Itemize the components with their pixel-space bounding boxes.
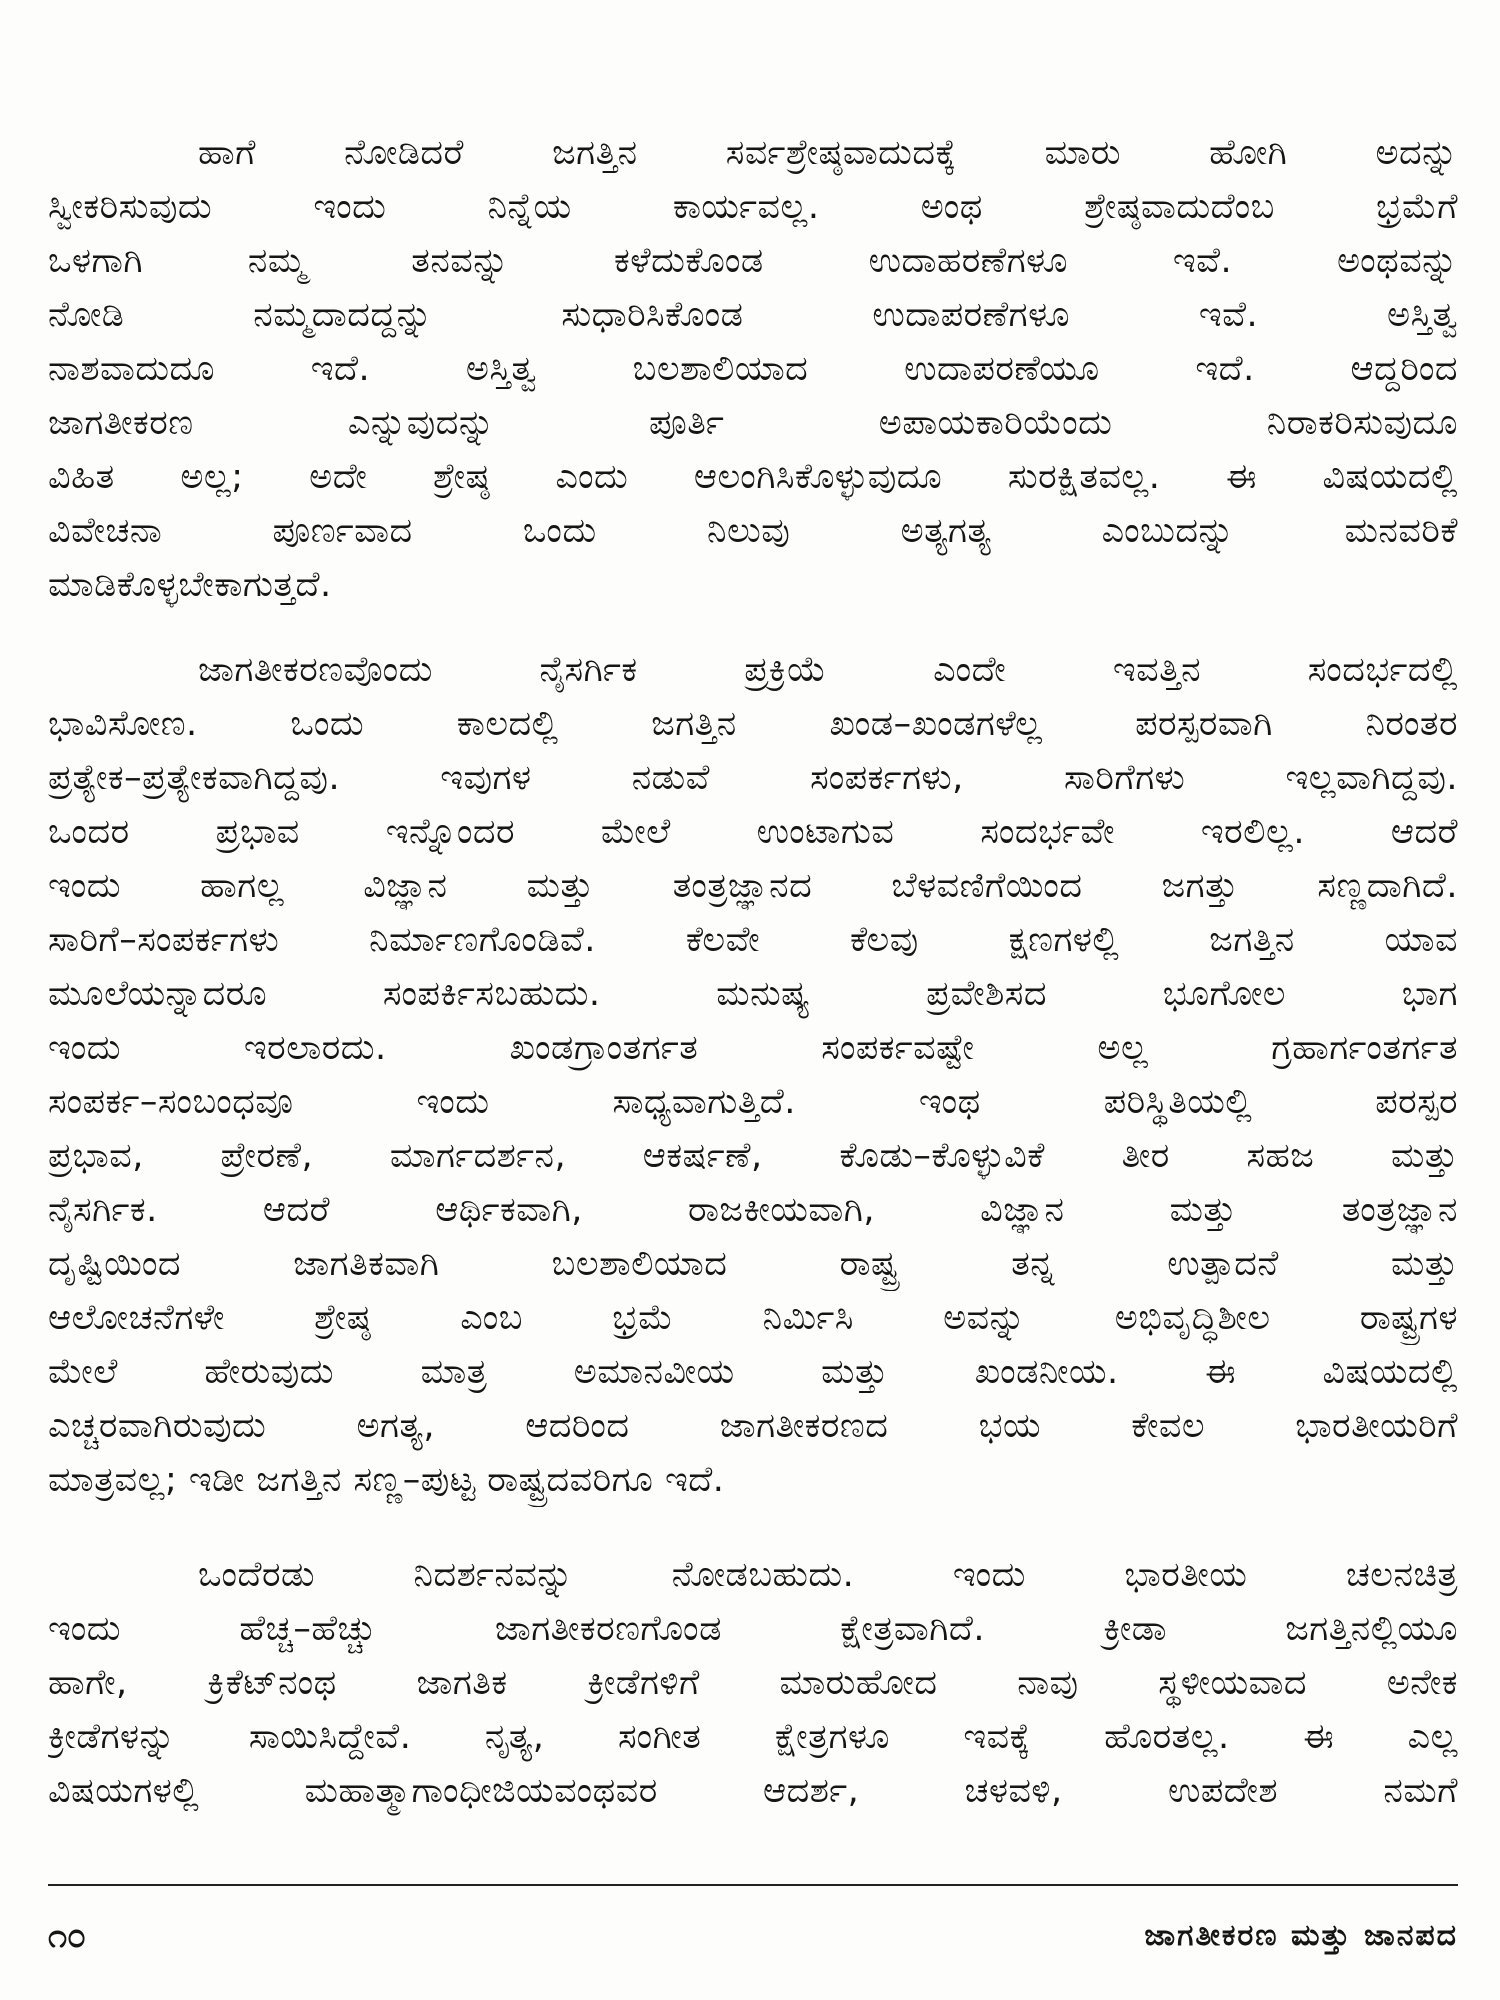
text-line: ಮಾಡಿಕೊಳ್ಳಬೇಕಾಗುತ್ತದೆ.: [48, 565, 332, 605]
text-line: ಇಂದು ಹಾಗಲ್ಲ ವಿಜ್ಞಾನ ಮತ್ತು ತಂತ್ರಜ್ಞಾನದ ಬೆಳವಣಿಗೆಯಿಂದ ಜಗತ್ತು ಸಣ್ಣದಾಗಿದೆ.: [48, 866, 1458, 906]
text-line: ಸ್ವೀಕರಿಸುವುದು ಇಂದು ನಿನ್ನೆಯ ಕಾರ್ಯವಲ್ಲ. ಅಂಥ ಶ್ರೇಷ್ಠವಾದುದೆಂಬ ಭ್ರಮೆಗೆ: [48, 187, 1458, 227]
text-line: ಭಾವಿಸೋಣ. ಒಂದು ಕಾಲದಲ್ಲಿ ಜಗತ್ತಿನ ಖಂಡ–ಖಂಡಗಳೆಲ್ಲ ಪರಸ್ಪರವಾಗಿ ನಿರಂತರ: [48, 704, 1458, 744]
footer-rule: [48, 1884, 1458, 1886]
running-title: ಜಾಗತೀಕರಣ ಮತ್ತು ಜಾನಪದ: [1144, 1918, 1458, 1953]
text-line: ಜಾಗತೀಕರಣವೊಂದು ನೈಸರ್ಗಿಕ ಪ್ರಕ್ರಿಯೆ ಎಂದೇ ಇವತ್ತಿನ ಸಂದರ್ಭದಲ್ಲಿ: [198, 650, 1458, 690]
text-line: ಎಚ್ಚರವಾಗಿರುವುದು ಅಗತ್ಯ, ಆದರಿಂದ ಜಾಗತೀಕರಣದ ಭಯ ಕೇವಲ ಭಾರತೀಯರಿಗೆ: [48, 1406, 1458, 1446]
paragraph-3: [48, 1548, 1458, 1818]
text-line: ಜಾಗತೀಕರಣ ಎನ್ನುವುದನ್ನು ಪೂರ್ತಿ ಅಪಾಯಕಾರಿಯೆಂದು ನಿರಾಕರಿಸುವುದೂ: [48, 403, 1458, 443]
text-line: ಪ್ರಭಾವ, ಪ್ರೇರಣೆ, ಮಾರ್ಗದರ್ಶನ, ಆಕರ್ಷಣೆ, ಕೊಡು–ಕೊಳ್ಳುವಿಕೆ ತೀರ ಸಹಜ ಮತ್ತು: [48, 1136, 1458, 1176]
text-line: ವಿವೇಚನಾ ಪೂರ್ಣವಾದ ಒಂದು ನಿಲುವು ಅತ್ಯಗತ್ಯ ಎಂಬುದನ್ನು ಮನವರಿಕೆ: [48, 511, 1458, 551]
text-line: ನಾಶವಾದುದೂ ಇದೆ. ಅಸ್ತಿತ್ವ ಬಲಶಾಲಿಯಾದ ಉದಾಪರಣೆಯೂ ಇದೆ. ಆದ್ದರಿಂದ: [48, 349, 1458, 389]
text-line: ಒಂದರ ಪ್ರಭಾವ ಇನ್ನೊಂದರ ಮೇಲೆ ಉಂಟಾಗುವ ಸಂದರ್ಭವೇ ಇರಲಿಲ್ಲ. ಆದರೆ: [48, 812, 1458, 852]
text-line: ಹಾಗೆ ನೋಡಿದರೆ ಜಗತ್ತಿನ ಸರ್ವಶ್ರೇಷ್ಠವಾದುದಕ್ಕೆ ಮಾರು ಹೋಗಿ ಅದನ್ನು: [198, 133, 1458, 173]
text-line: ಆಲೋಚನೆಗಳೇ ಶ್ರೇಷ್ಠ ಎಂಬ ಭ್ರಮೆ ನಿರ್ಮಿಸಿ ಅವನ್ನು ಅಭಿವೃದ್ಧಿಶೀಲ ರಾಷ್ಟ್ರಗಳ: [48, 1298, 1458, 1338]
text-line: ನೋಡಿ ನಮ್ಮದಾದದ್ದನ್ನು ಸುಧಾರಿಸಿಕೊಂಡ ಉದಾಪರಣೆಗಳೂ ಇವೆ. ಅಸ್ತಿತ್ವ: [48, 295, 1458, 335]
paragraph-1: [48, 126, 1458, 612]
text-line: ಹಾಗೇ, ಕ್ರಿಕೆಟ್‌ನಂಥ ಜಾಗತಿಕ ಕ್ರೀಡೆಗಳಿಗೆ ಮಾರುಹೋದ ನಾವು ಸ್ಥಳೀಯವಾದ ಅನೇಕ: [48, 1663, 1458, 1703]
text-line: ಇಂದು ಹೆಚ್ಚ–ಹೆಚ್ಚು ಜಾಗತೀಕರಣಗೊಂಡ ಕ್ಷೇತ್ರವಾಗಿದೆ. ಕ್ರೀಡಾ ಜಗತ್ತಿನಲ್ಲಿಯೂ: [48, 1609, 1458, 1649]
text-line: ಮೇಲೆ ಹೇರುವುದು ಮಾತ್ರ ಅಮಾನವೀಯ ಮತ್ತು ಖಂಡನೀಯ. ಈ ವಿಷಯದಲ್ಲಿ: [48, 1352, 1458, 1392]
text-line: ಸಾರಿಗೆ–ಸಂಪರ್ಕಗಳು ನಿರ್ಮಾಣಗೊಂಡಿವೆ. ಕೆಲವೇ ಕೆಲವು ಕ್ಷಣಗಳಲ್ಲಿ ಜಗತ್ತಿನ ಯಾವ: [48, 920, 1458, 960]
text-line: ವಿಷಯಗಳಲ್ಲಿ ಮಹಾತ್ಮಾಗಾಂಧೀಜಿಯವಂಥವರ ಆದರ್ಶ, ಚಳವಳಿ, ಉಪದೇಶ ನಮಗೆ: [48, 1771, 1458, 1811]
text-line: ವಿಹಿತ ಅಲ್ಲ; ಅದೇ ಶ್ರೇಷ್ಠ ಎಂದು ಆಲಂಗಿಸಿಕೊಳ್ಳುವುದೂ ಸುರಕ್ಷಿತವಲ್ಲ. ಈ ವಿಷಯದಲ್ಲಿ: [48, 457, 1458, 497]
text-line: ನೈಸರ್ಗಿಕ. ಆದರೆ ಆರ್ಥಿಕವಾಗಿ, ರಾಜಕೀಯವಾಗಿ, ವಿಜ್ಞಾನ ಮತ್ತು ತಂತ್ರಜ್ಞಾನ: [48, 1190, 1458, 1230]
text-line: ಮೂಲೆಯನ್ನಾದರೂ ಸಂಪರ್ಕಿಸಬಹುದು. ಮನುಷ್ಯ ಪ್ರವೇಶಿಸದ ಭೂಗೋಲ ಭಾಗ: [48, 974, 1458, 1014]
paragraph-2: [48, 643, 1458, 1507]
page-number: ೧೦: [48, 1916, 87, 1956]
text-line: ಒಂದೆರಡು ನಿದರ್ಶನವನ್ನು ನೋಡಬಹುದು. ಇಂದು ಭಾರತೀಯ ಚಲನಚಿತ್ರ: [198, 1555, 1458, 1595]
text-line: ಕ್ರೀಡೆಗಳನ್ನು ಸಾಯಿಸಿದ್ದೇವೆ. ನೃತ್ಯ, ಸಂಗೀತ ಕ್ಷೇತ್ರಗಳೂ ಇವಕ್ಕೆ ಹೊರತಲ್ಲ. ಈ ಎಲ್ಲ: [48, 1717, 1458, 1757]
text-line: ಇಂದು ಇರಲಾರದು. ಖಂಡಗ್ರಾಂತರ್ಗತ ಸಂಪರ್ಕವಷ್ಟೇ ಅಲ್ಲ ಗ್ರಹಾರ್ಗಂತರ್ಗತ: [48, 1028, 1458, 1068]
text-line: ಸಂಪರ್ಕ–ಸಂಬಂಧವೂ ಇಂದು ಸಾಧ್ಯವಾಗುತ್ತಿದೆ. ಇಂಥ ಪರಿಸ್ಥಿತಿಯಲ್ಲಿ ಪರಸ್ಪರ: [48, 1082, 1458, 1122]
text-line: ಒಳಗಾಗಿ ನಮ್ಮ ತನವನ್ನು ಕಳೆದುಕೊಂಡ ಉದಾಹರಣೆಗಳೂ ಇವೆ. ಅಂಥವನ್ನು: [48, 241, 1458, 281]
text-line: ದೃಷ್ಟಿಯಿಂದ ಜಾಗತಿಕವಾಗಿ ಬಲಶಾಲಿಯಾದ ರಾಷ್ಟ್ರ ತನ್ನ ಉತ್ಪಾದನೆ ಮತ್ತು: [48, 1244, 1458, 1284]
text-line: ಪ್ರತ್ಯೇಕ–ಪ್ರತ್ಯೇಕವಾಗಿದ್ದವು. ಇವುಗಳ ನಡುವೆ ಸಂಪರ್ಕಗಳು, ಸಾರಿಗೆಗಳು ಇಲ್ಲವಾಗಿದ್ದವು.: [48, 758, 1458, 798]
text-line: ಮಾತ್ರವಲ್ಲ; ಇಡೀ ಜಗತ್ತಿನ ಸಣ್ಣ–ಪುಟ್ಟ ರಾಷ್ಟ್ರದವರಿಗೂ ಇದೆ.: [48, 1460, 725, 1500]
